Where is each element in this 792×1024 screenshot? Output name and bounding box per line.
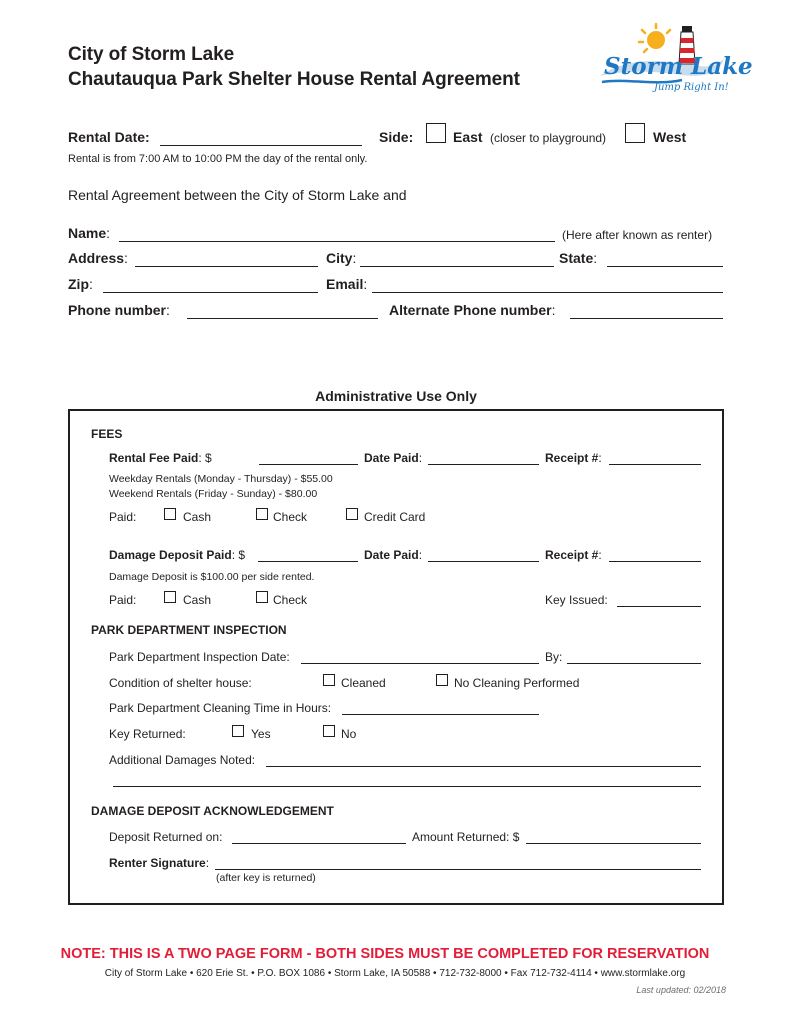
renter-signature-label-group xyxy=(109,856,209,870)
deposit-check-label: Check xyxy=(273,593,308,607)
east-checkbox[interactable] xyxy=(426,123,446,143)
key-issued-label: Key Issued: xyxy=(545,593,608,607)
rental-check-checkbox[interactable] xyxy=(256,508,268,520)
two-page-note: NOTE: THIS IS A TWO PAGE FORM - BOTH SIDES MUST BE COMPLETED FOR RESERVATION xyxy=(60,946,710,962)
storm-lake-logo xyxy=(596,20,753,98)
key-issued-field[interactable] xyxy=(617,606,701,607)
colon: : xyxy=(352,250,357,266)
inspection-date-label: Park Department Inspection Date: xyxy=(109,650,290,664)
no-label: No xyxy=(341,727,357,741)
address-label: Address xyxy=(68,250,125,266)
colon: : xyxy=(89,276,93,292)
address-field[interactable] xyxy=(135,266,318,267)
west-checkbox[interactable] xyxy=(625,123,645,143)
east-label: East xyxy=(453,129,483,145)
deposit-receipt-group xyxy=(545,548,602,562)
no-cleaning-checkbox[interactable] xyxy=(436,674,448,686)
cleaned-checkbox[interactable] xyxy=(323,674,335,686)
weekend-rate: Weekend Rentals (Friday - Sunday) - $80.00 xyxy=(109,488,318,500)
rental-fee-label-group xyxy=(109,451,212,465)
footer-contact: City of Storm Lake • 620 Erie St. • P.O. BOX 1086 • Storm Lake, IA 50588 • 712-732-8000 • Fax 712-732-4114 • www.stormlake.org xyxy=(104,968,686,979)
amount-returned-field[interactable] xyxy=(526,843,701,844)
rental-receipt-field[interactable] xyxy=(609,464,701,465)
colon: : xyxy=(593,250,598,266)
weekday-rate: Weekday Rentals (Monday - Thursday) - $55.00 xyxy=(109,473,333,485)
colon: : xyxy=(166,302,170,318)
date-paid-label: Date Paid xyxy=(364,451,419,465)
colon: : xyxy=(598,451,602,465)
inspection-heading: PARK DEPARTMENT INSPECTION xyxy=(91,623,287,637)
paid-label: Paid: xyxy=(109,510,137,524)
condition-label: Condition of shelter house: xyxy=(109,676,252,690)
agreement-intro: Rental Agreement between the City of Storm Lake and xyxy=(68,187,407,203)
state-field[interactable] xyxy=(607,266,723,267)
side-label: Side: xyxy=(379,129,414,145)
name-field[interactable] xyxy=(119,241,555,242)
logo-tagline: Jump Right In! xyxy=(654,82,729,93)
phone-label: Phone number xyxy=(68,302,167,318)
deposit-ack-heading: DAMAGE DEPOSIT ACKNOWLEDGEMENT xyxy=(91,804,334,818)
cleaned-label: Cleaned xyxy=(341,676,386,690)
dollar-prefix: : $ xyxy=(231,548,246,562)
colon: : xyxy=(598,548,602,562)
colon: : xyxy=(418,451,423,465)
admin-heading: Administrative Use Only xyxy=(315,388,477,404)
no-cleaning-label: No Cleaning Performed xyxy=(454,676,580,690)
sun-icon xyxy=(639,24,670,52)
email-field[interactable] xyxy=(372,292,723,293)
deposit-cash-label: Cash xyxy=(183,593,212,607)
rental-fee-field[interactable] xyxy=(259,464,358,465)
deposit-date-paid-field[interactable] xyxy=(428,561,539,562)
rental-date-paid-group xyxy=(364,451,422,465)
state-label-group xyxy=(559,250,597,266)
state-label: State xyxy=(559,250,594,266)
check-label: Check xyxy=(273,510,308,524)
inspection-by-label: By: xyxy=(545,650,563,664)
renter-signature-label: Renter Signature xyxy=(109,856,206,870)
cleaning-time-label: Park Department Cleaning Time in Hours: xyxy=(109,701,332,715)
deposit-label-group xyxy=(109,548,245,562)
deposit-date-paid-group xyxy=(364,548,422,562)
damages-label: Additional Damages Noted: xyxy=(109,753,256,767)
rental-receipt-group xyxy=(545,451,602,465)
colon: : xyxy=(363,276,368,292)
last-updated: Last updated: 02/2018 xyxy=(636,985,726,995)
name-label: Name xyxy=(68,225,107,241)
key-returned-no-checkbox[interactable] xyxy=(323,725,335,737)
page-subtitle: Chautauqua Park Shelter House Rental Agreement xyxy=(68,69,520,90)
inspection-by-field[interactable] xyxy=(567,663,701,664)
deposit-label: Damage Deposit Paid xyxy=(109,548,232,562)
key-returned-yes-checkbox[interactable] xyxy=(232,725,244,737)
alt-phone-label-group xyxy=(389,302,555,318)
rental-fee-label: Rental Fee Paid xyxy=(109,451,199,465)
amount-returned-label: Amount Returned: $ xyxy=(412,830,520,844)
rental-date-field[interactable] xyxy=(160,145,362,146)
cleaning-time-field[interactable] xyxy=(342,714,539,715)
zip-label-group xyxy=(68,276,93,292)
deposit-receipt-field[interactable] xyxy=(609,561,701,562)
fees-heading: FEES xyxy=(91,427,123,441)
alt-phone-label: Alternate Phone number xyxy=(389,302,552,318)
name-note: (Here after known as renter) xyxy=(562,228,713,242)
email-label: Email xyxy=(326,276,364,292)
rental-date-label: Rental Date: xyxy=(68,129,150,145)
address-label-group xyxy=(68,250,128,266)
receipt-label: Receipt # xyxy=(545,548,599,562)
phone-label-group xyxy=(68,302,170,318)
colon: : xyxy=(551,302,556,318)
damages-field-line2[interactable] xyxy=(113,786,701,787)
deposit-note: Damage Deposit is $100.00 per side rented. xyxy=(109,571,315,583)
credit-card-label: Credit Card xyxy=(364,510,426,524)
deposit-cash-checkbox[interactable] xyxy=(164,591,176,603)
zip-label: Zip xyxy=(68,276,89,292)
email-label-group xyxy=(326,276,367,292)
logo-wordmark: Storm Lake xyxy=(604,53,753,80)
deposit-field[interactable] xyxy=(258,561,358,562)
key-returned-label: Key Returned: xyxy=(109,727,186,741)
receipt-label: Receipt # xyxy=(545,451,599,465)
inspection-date-field[interactable] xyxy=(301,663,539,664)
name-label-group xyxy=(68,225,110,241)
deposit-paid-label: Paid: xyxy=(109,593,137,607)
page-title: City of Storm Lake xyxy=(68,44,235,65)
date-paid-label: Date Paid xyxy=(364,548,419,562)
rental-hours-note: Rental is from 7:00 AM to 10:00 PM the day of the rental only. xyxy=(68,153,368,165)
city-label-group xyxy=(326,250,356,266)
deposit-returned-on-label: Deposit Returned on: xyxy=(109,830,223,844)
colon: : xyxy=(106,225,111,241)
alt-phone-field[interactable] xyxy=(570,318,723,319)
renter-signature-field[interactable] xyxy=(215,869,701,870)
damages-field[interactable] xyxy=(266,766,701,767)
deposit-check-checkbox[interactable] xyxy=(256,591,268,603)
rental-date-paid-field[interactable] xyxy=(428,464,539,465)
colon: : xyxy=(418,548,423,562)
rental-credit-checkbox[interactable] xyxy=(346,508,358,520)
colon: : xyxy=(205,856,210,870)
signature-note: (after key is returned) xyxy=(216,872,316,884)
phone-field[interactable] xyxy=(187,318,378,319)
east-note: (closer to playground) xyxy=(490,131,607,145)
zip-field[interactable] xyxy=(103,292,318,293)
deposit-returned-on-field[interactable] xyxy=(232,843,406,844)
city-field[interactable] xyxy=(360,266,554,267)
west-label: West xyxy=(653,129,687,145)
colon: : xyxy=(124,250,128,266)
dollar-prefix: : $ xyxy=(198,451,212,465)
rental-cash-checkbox[interactable] xyxy=(164,508,176,520)
cash-label: Cash xyxy=(183,510,212,524)
city-label: City xyxy=(326,250,353,266)
yes-label: Yes xyxy=(251,727,271,741)
